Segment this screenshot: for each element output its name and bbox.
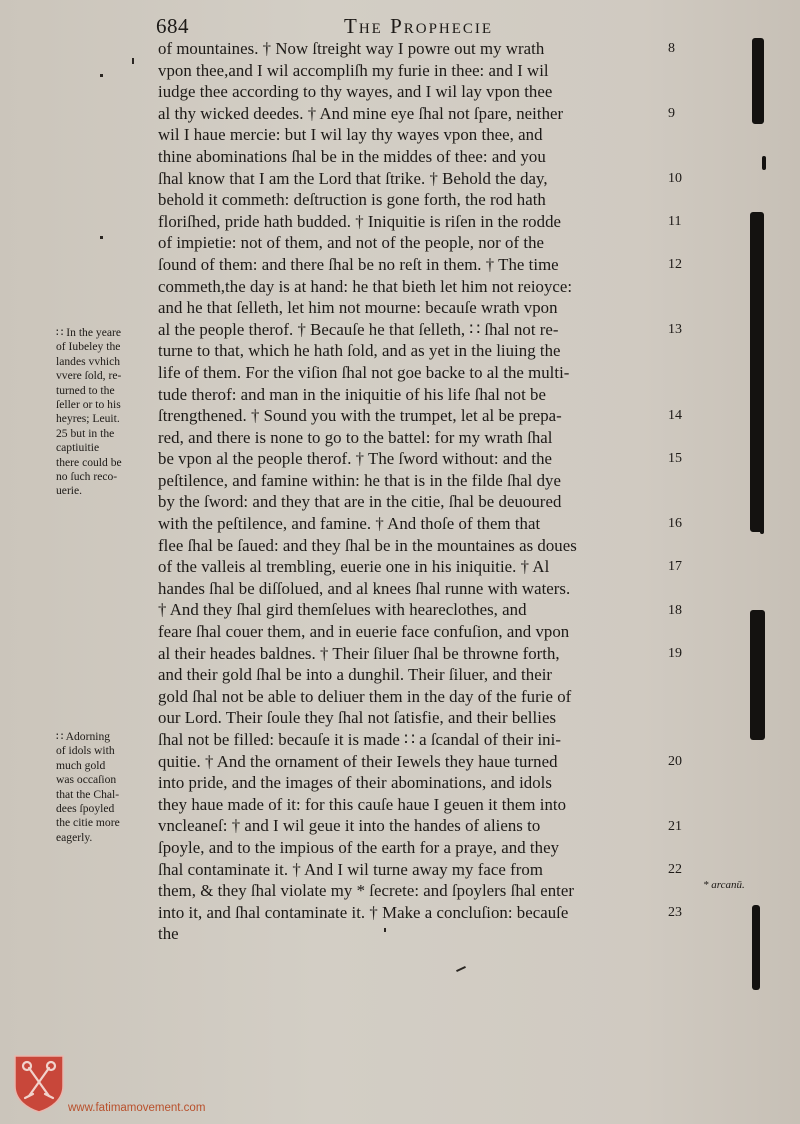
text-line: our Lord. Their ſoule they ſhal not ſatisfie, and their bellies — [158, 708, 557, 728]
text-line: ſhal know that I am the Lord that ſtrike. † Behold the day, — [158, 168, 548, 188]
text-line: ſpoyle, and to the impious of the earth for a praye, and they — [158, 837, 560, 857]
text-line: thine abominations ſhal be in the middes of thee: and you — [158, 146, 546, 166]
text-line: al their heades baldnes. † Their ſiluer ſhal be throwne forth, — [158, 643, 560, 663]
margin-note-line: ſeller or to his — [56, 397, 121, 411]
binding-shadow — [760, 520, 764, 534]
verse-number: 12 — [668, 257, 682, 272]
text-line: floriſhed, pride hath budded. † Iniquitie is riſen in the rodde — [158, 211, 562, 231]
text-line: into it, and ſhal contaminate it. † Make a concluſion: becauſe — [158, 902, 569, 922]
text-line: feare ſhal couer them, and in euerie face confuſion, and vpon — [158, 622, 570, 642]
margin-note-line: that the Chal- — [56, 787, 120, 801]
margin-note-line: was occaſion — [56, 773, 117, 787]
text-line: wil I haue mercie: but I wil lay thy wayes vpon thee, and — [158, 125, 543, 145]
scan-speck — [384, 928, 386, 932]
verse-number: 22 — [668, 861, 682, 877]
margin-note-line: dees ſpoyled — [56, 801, 115, 815]
scan-speck — [100, 236, 103, 239]
verse-number: 18 — [668, 602, 682, 618]
scan-speck — [456, 966, 466, 972]
binding-shadow — [752, 38, 764, 124]
scan-speck — [132, 58, 134, 64]
margin-note-line: turned to the — [56, 383, 115, 397]
margin-note-line: no ſuch reco- — [56, 469, 118, 483]
text-line: ſhal contaminate it. † And I wil turne away my face from — [158, 859, 543, 879]
text-line: and their gold ſhal be into a dunghil. Their ſiluer, and their — [158, 665, 553, 685]
margin-note-line: there could be — [56, 455, 122, 469]
margin-note-line: eagerly. — [56, 830, 93, 844]
shield-crest-icon — [11, 1052, 67, 1114]
margin-note-line: ∷ In the yeare — [56, 326, 121, 339]
margin-note-line: of Iubeley the — [56, 340, 121, 354]
text-line: commeth,the day is at hand: he that bieth let him not reioyce: — [158, 276, 573, 296]
text-line: handes ſhal be diſſolued, and al knees ſhal runne with waters. — [158, 578, 571, 598]
verse-number: 11 — [668, 213, 682, 229]
margin-note-line: captiuitie — [56, 441, 100, 455]
verse-number: 19 — [668, 645, 682, 661]
verse-number: 10 — [668, 170, 682, 186]
text-line: be vpon al the people therof. † The ſword without: and the — [158, 449, 553, 469]
text-line: turne to that, which he hath ſold, and as yet in the liuing the — [158, 341, 561, 361]
margin-note-line: the citie more — [56, 816, 120, 830]
text-line: ſtrengthened. † Sound you with the trumpet, let al be prepa- — [158, 406, 562, 426]
text-line: ſound of them: and there ſhal be no reſt in them. † The time — [158, 254, 559, 274]
text-line: of the valleis al trembling, euerie one in his iniquitie. † Al — [158, 557, 550, 577]
binding-shadow — [752, 905, 760, 990]
margin-note-line: uerie. — [56, 484, 83, 498]
margin-note-line: 25 but in the — [56, 426, 115, 440]
verse-number: 16 — [668, 516, 682, 532]
text-line: gold ſhal not be able to deliuer them in the day of the furie of — [158, 686, 572, 706]
margin-note-line: much gold — [56, 758, 106, 772]
page-header — [152, 10, 612, 40]
text-line: vncleaneſ: † and I wil geue it into the handes of aliens to — [158, 816, 541, 836]
text-line: al thy wicked deedes. † And mine eye ſhal not ſpare, neither — [158, 103, 564, 123]
text-line: and he that ſelleth, let him not mourne: becauſe wrath vpon — [158, 298, 558, 318]
text-line: red, and there is none to go to the battel: for my wrath ſhal — [158, 427, 553, 447]
verse-number: 14 — [668, 408, 682, 424]
verse-number: 23 — [668, 905, 682, 920]
text-line: † And they ſhal gird themſelues with heareclothes, and — [158, 600, 527, 620]
verse-number: 21 — [668, 818, 682, 834]
margin-note-line: landes vvhich — [56, 354, 121, 368]
verse-number: 9 — [668, 105, 675, 121]
verse-number: 20 — [668, 753, 682, 769]
text-line: ſhal not be filled: becauſe it is made ∷ a ſcandal of their ini- — [158, 730, 561, 749]
scan-speck — [100, 74, 103, 77]
text-line: al the people therof. † Becauſe he that ſelleth, ∷ ſhal not re- — [158, 319, 559, 339]
text-line: the — [158, 924, 179, 944]
text-line: vpon thee,and I wil accompliſh my furie in thee: and I wil — [158, 60, 549, 80]
verse-number: 8 — [668, 41, 675, 56]
text-line: of mountaines. † Now ſtreight way I powre out my wrath — [158, 39, 545, 58]
text-line: quitie. † And the ornament of their Iewels they haue turned — [158, 751, 558, 771]
margin-note-idols — [56, 730, 156, 845]
text-line: by the ſword: and they that are in the citie, ſhal be deuoured — [158, 492, 562, 512]
margin-note-line: ∷ Adorning — [56, 730, 111, 743]
text-line: of impietie: not of them, and not of the people, nor of the — [158, 233, 545, 253]
margin-note-line: heyres; Leuit. — [56, 412, 120, 426]
text-line: flee ſhal be ſaued: and they ſhal be in the mountaines as doues — [158, 535, 577, 555]
side-note: * arcanū. — [703, 879, 745, 891]
text-line: behold it commeth: deſtruction is gone forth, the rod hath — [158, 190, 546, 210]
binding-shadow — [750, 610, 765, 740]
text-line: iudge thee according to thy wayes, and I wil lay vpon thee — [158, 82, 553, 102]
text-line: peſtilence, and famine within: he that is in the filde ſhal dye — [158, 470, 561, 490]
binding-shadow — [750, 212, 764, 532]
text-line: life of them. For the viſion ſhal not goe backe to al the multi- — [158, 362, 570, 382]
verse-number: 13 — [668, 321, 682, 337]
binding-shadow — [762, 156, 766, 170]
text-line: tude therof: and man in the iniquitie of his life ſhal not be — [158, 384, 546, 404]
text-line: into pride, and the images of their abominations, and idols — [158, 773, 552, 793]
margin-note-line: vvere ſold, re- — [56, 369, 122, 383]
text-line: with the peſtilence, and famine. † And thoſe of them that — [158, 514, 541, 534]
text-line: them, & they ſhal violate my * ſecrete: and ſpoylers ſhal enter — [158, 881, 575, 901]
running-title: The Prophecie — [344, 14, 494, 38]
footer-url[interactable]: www.fatimamovement.com — [68, 1102, 206, 1114]
verse-number: 17 — [668, 559, 682, 575]
verse-number: 15 — [668, 451, 682, 467]
margin-note-jubilee — [56, 326, 156, 499]
page-number: 684 — [156, 14, 189, 38]
body-text — [158, 38, 663, 945]
text-line: they haue made of it: for this cauſe haue I geuen it them into — [158, 794, 567, 814]
margin-note-line: of idols with — [56, 744, 115, 758]
